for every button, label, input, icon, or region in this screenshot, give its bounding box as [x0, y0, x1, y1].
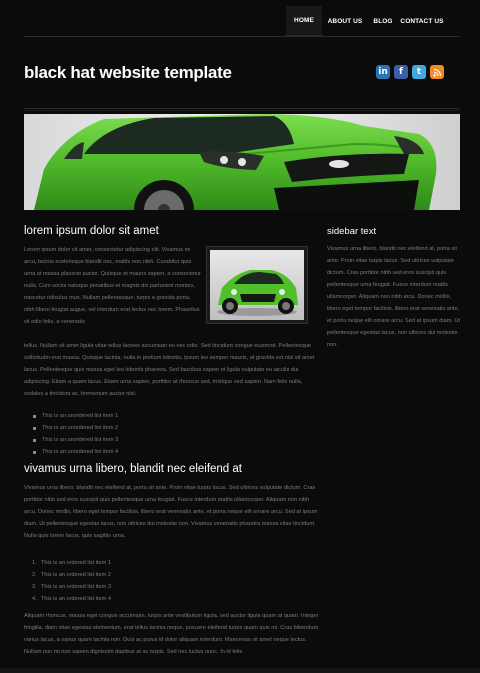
- nav-blog[interactable]: BLOG: [373, 17, 393, 25]
- list-item: This is an unordered list item 2: [33, 422, 118, 434]
- linkedin-icon[interactable]: in: [376, 65, 390, 79]
- article-heading: vivamus urna libero, blandit nec eleifend at: [24, 463, 242, 475]
- ordered-list: [32, 557, 111, 605]
- list-item: 2. This is an ordered list item 2: [32, 572, 111, 578]
- list-item: This is an unordered list item 3: [33, 434, 118, 446]
- unordered-list: [33, 410, 118, 458]
- main-content: [24, 225, 320, 237]
- social-links: [376, 65, 444, 79]
- sidebar-title: sidebar text: [327, 226, 377, 237]
- list-item: This is an unordered list item 1: [33, 410, 118, 422]
- list-item: 1. This is an ordered list item 1: [32, 560, 111, 566]
- list-item: 3. This is an ordered list item 3: [32, 584, 111, 590]
- article-heading: lorem ipsum dolor sit amet: [24, 225, 159, 237]
- article-paragraph: Vivamus urna libero, blandit nec eleifend at, porta sit ante. Proin vitae turpis lacus. Sed ultrices vulputate dictum. Cras porttitor nibh sed eros suscipit quis pellentesque urna feugiat. Fusce interdum mattis ullamcorper. Aliquam non nibh arcu. Donec mollis, libero eget tempor facilisis, libero erat venenatis ante, et porta neque elit ornare arcu. Sed at ipsum diam. Ut pellentesque egestas lacus, non ultrices dui molestie non. Vivamus venenatis pharetra massa vitae tincidunt. Nulla quis lorem lacus, quis sagittis urna.: [24, 485, 318, 539]
- article-paragraph: Lorem ipsum dolor sit amet, consectetur adipiscing elit. Vivamus mi arcu, lacinia scelerisque blandit nec, mattis non nibh. Curabitur quis urna at massa placerat auctor. Quisque et mauris sapien, a consectetur nulla. Cum sociis natoque penatibus et magnis dis parturient montes, nascetur ridiculus mus. Nullam pellentesque, turpis a gravida porta, nibh libero feugiat augue, vel interdum erat lectus nec lorem. Phasellus sit odio felis, a venenatis: [24, 247, 201, 325]
- car-thumbnail-image: [206, 246, 308, 324]
- article-paragraph: tellus. Nullam sit amet ligula vitae tellus laoreet accumsan eu nec odio. Sed tincidunt congue euismod. Pellentesque sollicitudin erat massa. Quisque lacinia, nulla in pretium lobortis, ipsum leo semper mauris, at gravida est nisl sit amet lacus. Pellentesque quis massa eget leo lobortis pharetra. Sed faucibus sapien et ligula vulputate eu iaculis dui adipiscing. Etiam a quam lacus. Etiam urna sapien, porttitor at rhoncus sed, tristique sed sapien. Nam felis nulla, sodales a tincidunt ac, fermentum auctor nisl.: [24, 343, 315, 397]
- main-nav: [286, 6, 446, 36]
- divider: [24, 36, 460, 37]
- divider: [24, 108, 460, 109]
- article-paragraph: Aliquam rhoncus, massa eget congue accumsan, turpis ante vestibulum ligula, sed auctor ligula quam at quam. Integer fringilla, diam vitae egestas elementum, erat tellus lacinia neque, posuere eleifend turpis quam quis mi. Cras bibendum varius lacus, a varius quam lacinia non. Duis ac purus id dolor aliquam interdum. Maecenas sit amet neque lectus. Nullam non mi non sapien dignissim dapibus at ac turpis. Sed nec luctus nunc. In id felis: [24, 613, 319, 655]
- nav-contact-us[interactable]: CONTACT US: [400, 17, 444, 25]
- rss-icon[interactable]: [430, 65, 444, 79]
- twitter-icon[interactable]: t: [412, 65, 426, 79]
- site-title: black hat website template: [24, 63, 232, 82]
- list-item: 4. This is an ordered list item 4: [32, 596, 111, 602]
- list-item: This is an unordered list item 4: [33, 446, 118, 458]
- nav-home[interactable]: HOME: [286, 6, 322, 36]
- footer-strip: [0, 668, 480, 673]
- divider: [24, 110, 460, 111]
- facebook-icon[interactable]: f: [394, 65, 408, 79]
- sidebar-text: Vivamus urna libero, blandit nec eleifend at, porta sit ante. Proin vitae turpis lacus. Sed ultrices vulputate dictum. Cras porttitor nibh sed eros suscipit quis pellentesque urna feugiat. Fusce interdum mattis ullamcorper. Aliquam non nibh arcu. Donec mollis, libero eget tempor facilisis, libero erat venenatis ante, et porta neque elit ornare arcu. Sed at ipsum diam. Ut pellentesque egestas lacus, non ultrices dui molestie non.: [327, 246, 461, 348]
- hero-banner-image: [24, 114, 460, 210]
- nav-about-us[interactable]: ABOUT US: [327, 17, 363, 25]
